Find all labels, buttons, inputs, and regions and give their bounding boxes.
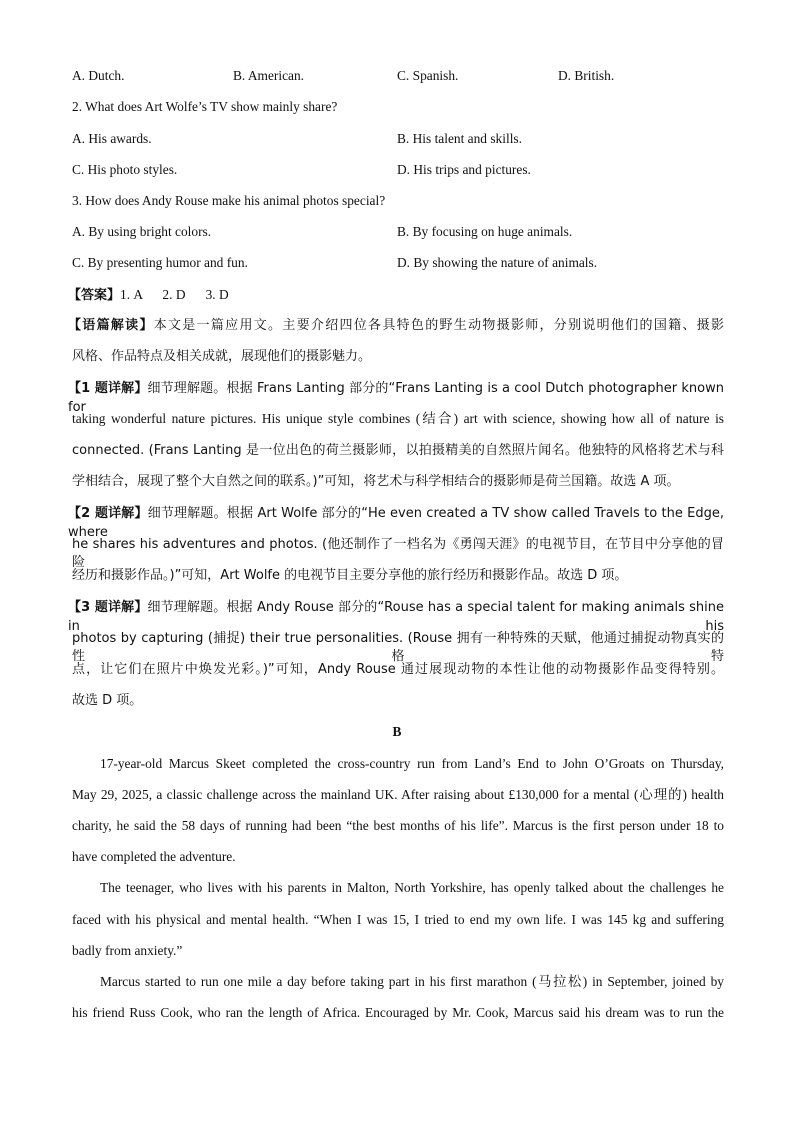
detail3-line-4: 故选 D 项。 <box>72 693 143 708</box>
detail1-line-3: connected. (Frans Lanting 是一位出色的荷兰摄影师，以拍摄精美的自然照片闻名。他独特的风格将艺术与科 <box>72 443 724 458</box>
detail2-line-1 <box>68 504 724 540</box>
q3-option-c: C. By presenting humor and fun. <box>72 255 248 270</box>
q2-option-a: A. His awards. <box>72 131 152 146</box>
answer-line <box>68 286 720 304</box>
detail1-line-4: 学相结合，展现了整个大自然之间的联系。)”可知，将艺术与科学相结合的摄影师是荷兰国籍。故选 A 项。 <box>72 474 680 489</box>
detail2-line-2: he shares his adventures and photos. (他还制作了一档名为《勇闯天涯》的电视节目，在节目中分享他的冒险 <box>72 537 724 570</box>
q1-option-c: C. Spanish. <box>397 68 459 83</box>
q3-stem: 3. How does Andy Rouse make his animal photos special? <box>72 193 386 208</box>
q1-option-b: B. American. <box>233 68 305 83</box>
detail2-line-3: 经历和摄影作品。)”可知，Art Wolfe 的电视节目主要分享他的旅行经历和摄影作品。故选 D 项。 <box>72 568 628 583</box>
q2-option-d: D. His trips and pictures. <box>397 162 531 177</box>
q1-option-d: D. British. <box>558 68 615 83</box>
overview-line-2: 风格、作品特点及相关成就，展现他们的摄影魅力。 <box>72 349 372 364</box>
passage-p1-line-4: have completed the adventure. <box>72 849 236 864</box>
q2-option-b: B. His talent and skills. <box>397 131 522 146</box>
detail1-line-2: taking wonderful nature pictures. His unique style combines (结合) art with science, showing how all of nature is <box>72 411 724 426</box>
q2-stem: 2. What does Art Wolfe’s TV show mainly share? <box>72 99 338 114</box>
overview-text-1: 本文是一篇应用文。主要介绍四位各具特色的野生动物摄影师，分别说明他们的国籍、摄影 <box>153 318 724 333</box>
detail2-text-1: 细节理解题。根据 Art Wolfe 部分的“He even created a TV show called Travels to the Edge, where <box>68 506 724 540</box>
passage-p3-line-2: his friend Russ Cook, who ran the length of Africa. Encouraged by Mr. Cook, Marcus said his dream was to run the <box>72 1005 724 1020</box>
detail3-tag: 【3 题详解】 <box>68 600 148 615</box>
passage-p1-line-2: May 29, 2025, a classic challenge across the mainland UK. After raising about £130,000 for a mental (心理的) health <box>72 787 724 802</box>
passage-p1-line-3: charity, he said the 58 days of running had been “the best months of his life”. Marcus is the first person under 18 to <box>72 818 724 833</box>
answer-text: 1. A 2. D 3. D <box>120 287 229 302</box>
detail1-text-1: 细节理解题。根据 Frans Lanting 部分的“Frans Lanting is a cool Dutch photographer known for <box>68 381 724 415</box>
q3-option-b: B. By focusing on huge animals. <box>397 224 573 239</box>
q2-option-c: C. His photo styles. <box>72 162 178 177</box>
passage-p2-line-2: faced with his physical and mental health. “When I was 15, I tried to end my own life. I was 145 kg and suffering <box>72 912 724 927</box>
detail3-line-2: photos by capturing (捕捉) their true personalities. (Rouse 拥有一种特殊的天赋，他通过捕捉动物真实的性格特 <box>72 631 724 664</box>
passage-p2-line-3: badly from anxiety.” <box>72 943 183 958</box>
detail3-line-1 <box>68 598 724 634</box>
detail1-tag: 【1 题详解】 <box>68 381 148 396</box>
detail3-text-1: 细节理解题。根据 Andy Rouse 部分的“Rouse has a special talent for making animals shine in his <box>68 600 724 634</box>
q1-option-a: A. Dutch. <box>72 68 125 83</box>
detail3-line-3: 点，让它们在照片中焕发光彩。)”可知，Andy Rouse 通过展现动物的本性让他的动物摄影作品变得特别。 <box>72 662 724 677</box>
passage-p1-line-1: 17-year-old Marcus Skeet completed the cross-country run from Land’s End to John O’Groats on Thursday, <box>100 756 724 771</box>
overview-line-1 <box>68 317 724 335</box>
passage-p3-line-1: Marcus started to run one mile a day before taking part in his first marathon (马拉松) in September, joined by <box>100 974 724 989</box>
q3-option-d: D. By showing the nature of animals. <box>397 255 598 270</box>
passage-p2-line-1: The teenager, who lives with his parents in Malton, North Yorkshire, has openly talked about the challenges he <box>100 880 724 895</box>
detail1-line-1 <box>68 379 724 415</box>
overview-tag: 【语篇解读】 <box>68 318 154 333</box>
answer-tag: 【答案】 <box>68 288 121 303</box>
detail2-tag: 【2 题详解】 <box>68 506 148 521</box>
section-heading: B <box>392 724 402 739</box>
q3-option-a: A. By using bright colors. <box>72 224 212 239</box>
